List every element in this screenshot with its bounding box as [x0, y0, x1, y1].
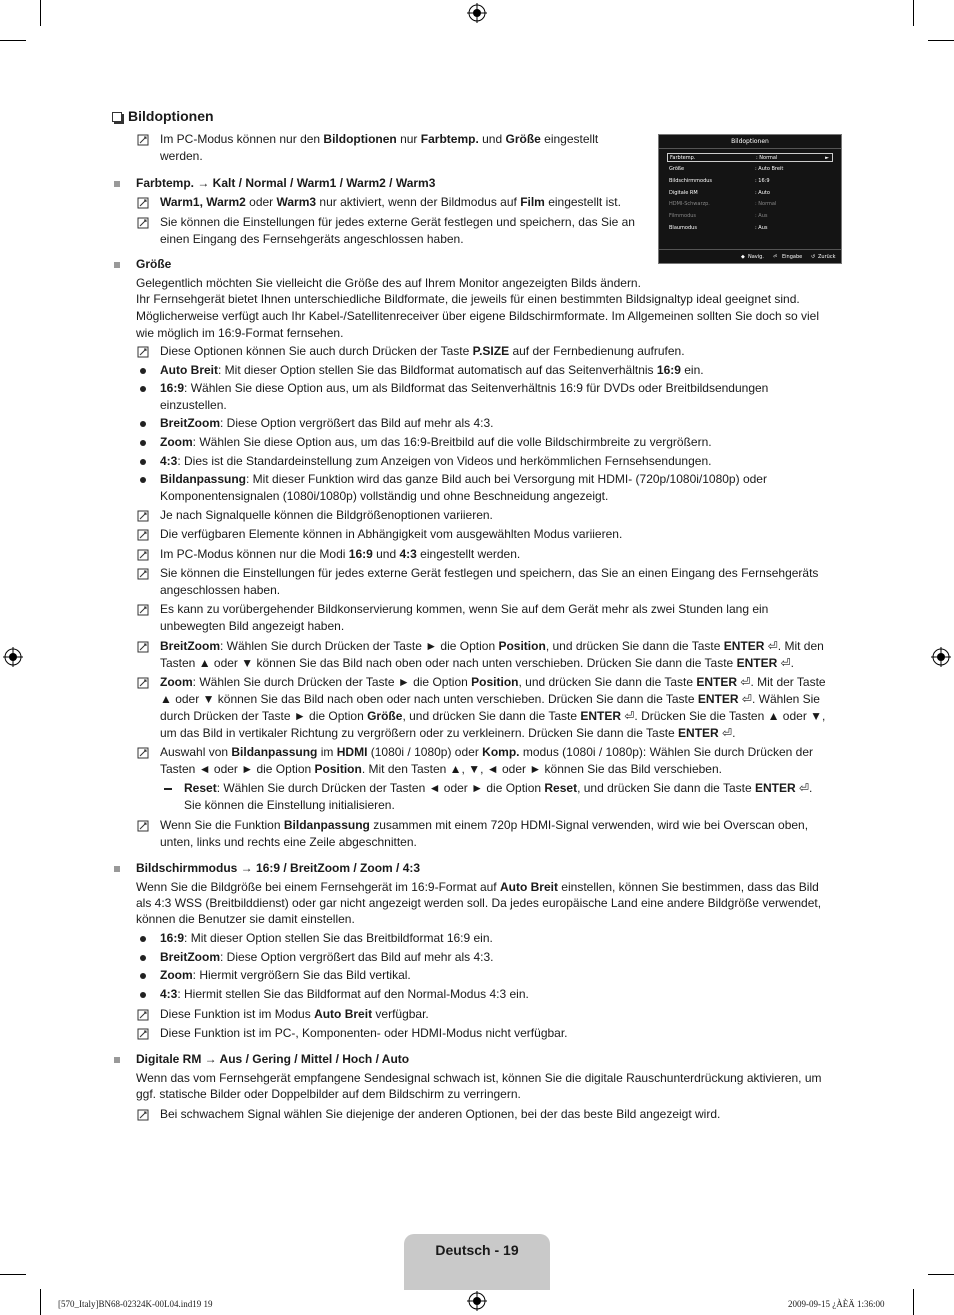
text-line	[160, 214, 635, 231]
text-span: . Mit den Tasten ▲, ▼, ◄ oder ► können Sie das Bild verschieben.	[361, 762, 722, 776]
text-span: Bei schwachem Signal wählen Sie diejenige der anderen Optionen, bei der das beste Bild angezeigt wird.	[160, 1107, 721, 1121]
text-span: ⏎. Mit den	[764, 639, 824, 653]
crop-mark	[928, 1274, 954, 1275]
osd-row-key: Farbtemp.	[670, 155, 696, 161]
osd-row-value: : Auto Breit	[755, 166, 784, 172]
bold-text: Farbtemp. → Kalt / Normal / Warm1 / Warm2 / Warm3	[136, 176, 436, 190]
text-line	[160, 1025, 568, 1042]
dash-bullet-icon	[164, 788, 172, 790]
text-span: und	[372, 547, 400, 561]
text-span: ⏎. Wählen Sie	[738, 692, 820, 706]
text-line	[160, 817, 808, 834]
enter-icon: ⏎	[773, 254, 778, 260]
text-line	[136, 895, 821, 912]
crop-mark	[40, 0, 41, 26]
text-span: nur aktiviert, wenn der Bildmodus auf	[316, 195, 521, 209]
text-line	[160, 618, 344, 635]
bold-text: 16:9	[656, 363, 681, 377]
text-span: oder	[245, 195, 277, 209]
text-span: Im PC-Modus können nur die Modi	[160, 547, 349, 561]
text-line	[160, 674, 826, 691]
bullet-icon	[140, 973, 146, 979]
bold-text: Bildanpassung	[160, 472, 247, 486]
bold-text: 16:9	[160, 381, 185, 395]
text-span: : Dies ist die Standardeinstellung zum Anzeigen von Videos und herkömmlichen Fernsehsendungen.	[177, 454, 712, 468]
osd-nav-label: Navig.	[748, 254, 764, 260]
text-span: Auswahl von	[160, 745, 232, 759]
text-span: : Wählen Sie diese Option aus, um als Bildformat das Seitenverhältnis 16:9 für DVDs oder Breitbildsendungen	[184, 381, 769, 395]
text-span: unten, links und rechts eine Zeile abgeschnitten.	[160, 835, 417, 849]
bold-text: Warm3	[276, 195, 317, 209]
bold-text: Bildschirmmodus → 16:9 / BreitZoom / Zoom / 4:3	[136, 861, 421, 875]
osd-row-key: Filmmodus	[669, 213, 697, 219]
text-line	[160, 967, 411, 984]
section-title-text: Bildoptionen	[128, 108, 214, 124]
text-span: Im PC-Modus können nur den	[160, 132, 324, 146]
bullet-icon	[140, 368, 146, 374]
page-label-tab	[404, 1234, 550, 1290]
bold-text: Zoom	[160, 435, 193, 449]
text-line	[160, 488, 608, 505]
bullet-icon	[140, 955, 146, 961]
bold-text: Position	[314, 762, 362, 776]
bold-text: Bildoptionen	[323, 132, 397, 146]
bold-text: HDMI	[336, 745, 368, 759]
text-line	[160, 582, 280, 599]
text-span: : Wählen Sie durch Drücken der Taste ► die Option	[220, 639, 499, 653]
note-icon	[137, 677, 149, 689]
arrow-right-icon: ►	[825, 155, 829, 161]
text-line	[160, 526, 622, 543]
text-span: durch Drücken der Taste ► die Option	[160, 709, 368, 723]
osd-row-value: : Normal	[756, 155, 778, 161]
osd-enter-label: Eingabe	[782, 254, 803, 260]
note-icon	[137, 197, 149, 209]
registration-mark-icon	[3, 647, 23, 667]
bold-text: Auto Breit	[499, 880, 558, 894]
note-icon	[137, 641, 149, 653]
text-line	[136, 879, 819, 896]
text-line	[160, 231, 464, 248]
text-span: einstellen, können Sie bestimmen, dass das Bild	[557, 880, 819, 894]
bold-text: Digitale RM → Aus / Gering / Mittel / Hoch / Auto	[136, 1052, 410, 1066]
text-span: ggf. statische Bilder oder Doppelbilder auf dem Bildschirm zu verringern.	[136, 1087, 521, 1101]
bold-text: ENTER	[696, 675, 738, 689]
bold-text: Position	[498, 639, 546, 653]
text-line	[160, 601, 768, 618]
text-line	[136, 860, 420, 877]
bold-text: ENTER	[723, 639, 765, 653]
text-span: (1080i / 1080p) oder	[367, 745, 483, 759]
text-span: als 4:3 WSS (Breitbilddienst) oder gar nicht angezeigt werden soll. Da jedes europäische Land eine andere Bildgröße verwendet,	[136, 896, 822, 910]
text-span: Es kann zu vorübergehender Bildkonservierung kommen, wenn Sie auf dem Gerät mehr als zwei Stunden lang ein	[160, 602, 769, 616]
text-span: zusammen mit einem 720p HDMI-Signal verwenden, wird wie bei Overscan oben,	[369, 818, 809, 832]
text-span: ⏎. Drücken Sie die Tasten ▲ oder ▼,	[621, 709, 826, 723]
bold-text: Position	[471, 675, 519, 689]
text-line	[160, 744, 813, 761]
bullet-icon	[140, 459, 146, 465]
bold-text: Größe	[136, 257, 172, 271]
text-span: und	[478, 132, 506, 146]
text-span: Die verfügbaren Elemente können in Abhängigkeit vom ausgewählten Modus variieren.	[160, 527, 623, 541]
text-line	[160, 471, 767, 488]
bullet-icon	[140, 477, 146, 483]
osd-title: Bildoptionen	[659, 135, 841, 149]
text-line	[160, 453, 711, 470]
osd-back-label: Zurück	[818, 254, 836, 260]
text-line	[136, 175, 435, 192]
text-span: ⏎.	[718, 726, 736, 740]
text-line	[160, 761, 722, 778]
text-line	[160, 507, 493, 524]
text-line	[160, 397, 227, 414]
text-span: können die Benutzer sie damit einstellen.	[136, 912, 355, 926]
text-line	[160, 380, 768, 397]
page-label: Deutsch - 19	[435, 1242, 519, 1258]
osd-row-value: : 16:9	[755, 178, 770, 184]
text-line	[160, 148, 203, 165]
text-span: Diese Funktion ist im Modus	[160, 1007, 315, 1021]
bold-text: BreitZoom	[160, 639, 220, 653]
bold-text: ENTER	[754, 781, 796, 795]
bullet-icon	[140, 936, 146, 942]
text-line	[160, 655, 794, 672]
osd-row-bildschirmmodus	[667, 177, 833, 186]
text-span: : Mit dieser Option stellen Sie das Bildformat automatisch auf das Seitenverhältnis	[218, 363, 657, 377]
text-span: Sie können die Einstellungen für jedes externe Gerät festlegen und speichern, das Sie an	[160, 215, 635, 229]
text-span: Möglicherweise verfügt auch Ihr Kabel-/Satellitenreceiver über eigene Bildschirmformate. Im Allgemeinen sollten Sie doch so viel	[136, 309, 820, 323]
osd-row-groesse	[667, 165, 833, 174]
text-span: : Wählen Sie durch Drücken der Taste ► die Option	[192, 675, 472, 689]
text-line	[160, 834, 417, 851]
text-span: Ihr Fernsehgerät bietet Ihnen unterschiedliche Bildformate, die jeweils für einen bestimmten Bildsignaltyp ideal geeignet sind.	[136, 292, 800, 306]
note-icon	[137, 529, 149, 541]
text-span: Sie können die Einstellung initialisieren.	[184, 798, 395, 812]
bullet-icon	[140, 440, 146, 446]
text-span: Sie können die Einstellungen für jedes externe Gerät festlegen und speichern, das Sie an einen Eingang des Fernsehgeräts	[160, 566, 819, 580]
navigate-icon: ◆	[741, 254, 745, 260]
bullet-icon	[140, 421, 146, 427]
bold-text: BreitZoom	[160, 416, 220, 430]
text-line	[160, 362, 704, 379]
text-span: einen Eingang des Fernsehgeräts angeschlossen haben.	[160, 232, 464, 246]
bold-text: 16:9	[160, 931, 185, 945]
text-span: eingestellt ist.	[544, 195, 621, 209]
bold-text: ENTER	[678, 726, 719, 740]
bold-text: Warm1, Warm2	[160, 195, 246, 209]
osd-row-farbtemp	[667, 153, 833, 162]
osd-row-key: Blaumodus	[669, 225, 697, 231]
text-span: Tasten ▲ oder ▼ können Sie das Bild nach oben oder nach unten verschieben. Drücken Sie dann die Taste	[160, 656, 737, 670]
text-line	[160, 565, 818, 582]
text-line	[136, 291, 800, 308]
square-bullet-icon	[114, 866, 120, 872]
bold-text: P.SIZE	[472, 344, 510, 358]
bullet-icon	[140, 992, 146, 998]
osd-menu-screenshot	[658, 134, 842, 264]
text-span: : Diese Option vergrößert das Bild auf mehr als 4:3.	[220, 416, 494, 430]
note-icon	[137, 217, 149, 229]
crop-mark	[0, 40, 26, 41]
text-span: Tasten ◄ oder ► die Option	[160, 762, 315, 776]
text-span: um das Bild in vertikaler Richtung zu vergrößern oder zu verkleinern. Drücken Sie dann die Taste	[160, 726, 679, 740]
crop-mark	[928, 40, 954, 41]
note-icon	[137, 134, 149, 146]
text-line	[184, 797, 395, 814]
note-icon	[137, 568, 149, 580]
registration-mark-icon	[931, 647, 951, 667]
bullet-icon	[140, 386, 146, 392]
note-icon	[137, 549, 149, 561]
bold-text: BreitZoom	[160, 950, 220, 964]
text-span: ⏎. Mit der Taste	[737, 675, 826, 689]
osd-row-key: Bildschirmmodus	[669, 178, 713, 184]
text-span: : Wählen Sie diese Option aus, um das 16:9-Breitbild auf die volle Bildschirmbreite zu vergrößern.	[192, 435, 712, 449]
text-line	[136, 325, 343, 342]
text-line	[184, 780, 812, 797]
bold-text: 4:3	[399, 547, 417, 561]
text-span: Diese Funktion ist im PC-, Komponenten- oder HDMI-Modus nicht verfügbar.	[160, 1026, 568, 1040]
osd-row-value: : Auto	[755, 190, 770, 196]
osd-row-value: : Normal	[755, 201, 777, 207]
text-span: : Wählen Sie durch Drücken der Tasten ◄ oder ► die Option	[216, 781, 545, 795]
imprint-right: 2009-09-15 ¿ÀÈÄ 1:36:00	[788, 1299, 885, 1309]
bold-text: ENTER	[736, 656, 778, 670]
crop-mark	[913, 1289, 914, 1315]
bold-text: Komp.	[482, 745, 520, 759]
text-line	[136, 275, 641, 292]
crop-mark	[913, 0, 914, 26]
bold-text: ENTER	[697, 692, 739, 706]
crop-mark	[0, 1274, 26, 1275]
bold-text: Zoom	[160, 968, 193, 982]
text-span: Wenn Sie die Funktion	[160, 818, 284, 832]
osd-row-digitale-rm	[667, 189, 833, 198]
text-span: einzustellen.	[160, 398, 227, 412]
osd-row-blaumodus	[667, 224, 833, 233]
checkbox-icon	[112, 112, 122, 122]
text-span: ⏎.	[795, 781, 813, 795]
bold-text: Reset	[544, 781, 578, 795]
osd-footer	[659, 249, 841, 263]
osd-row-value: : Aus	[755, 225, 768, 231]
text-span: angeschlossen haben.	[160, 583, 281, 597]
bold-text: ENTER	[580, 709, 622, 723]
text-span: Gelegentlich möchten Sie vielleicht die Größe des auf Ihrem Monitor angezeigten Bilds ändern.	[136, 276, 641, 290]
note-icon	[137, 510, 149, 522]
square-bullet-icon	[114, 181, 120, 187]
text-span: , und drücken Sie dann die Taste	[545, 639, 724, 653]
text-span: unbewegten Bild angezeigt haben.	[160, 619, 345, 633]
bold-text: 4:3	[160, 987, 178, 1001]
bold-text: Bildanpassung	[283, 818, 370, 832]
crop-mark	[40, 1289, 41, 1315]
text-span: Je nach Signalquelle können die Bildgrößenoptionen variieren.	[160, 508, 493, 522]
text-line	[136, 308, 819, 325]
osd-row-value: : Aus	[755, 213, 768, 219]
bold-text: Auto Breit	[314, 1007, 373, 1021]
note-icon	[137, 604, 149, 616]
text-span: modus (1080i / 1080p): Wählen Sie durch Drücken der	[519, 745, 813, 759]
bold-text: 16:9	[348, 547, 373, 561]
text-span: Diese Optionen können Sie auch durch Drücken der Taste	[160, 344, 473, 358]
text-span: eingestellt	[540, 132, 599, 146]
text-span: : Hiermit vergrößern Sie das Bild vertikal.	[192, 968, 411, 982]
text-line	[160, 708, 825, 725]
note-icon	[137, 820, 149, 832]
osd-row-filmmodus	[667, 212, 833, 221]
return-icon: ↺	[811, 254, 816, 260]
text-span: ⏎.	[777, 656, 794, 670]
text-span: : Hiermit stellen Sie das Bildformat auf den Normal-Modus 4:3 ein.	[177, 987, 529, 1001]
text-line	[160, 415, 493, 432]
text-line	[160, 131, 598, 148]
note-icon	[137, 747, 149, 759]
bold-text: Auto Breit	[160, 363, 218, 377]
text-line	[160, 1006, 429, 1023]
text-span: , und drücken Sie dann die Taste	[402, 709, 581, 723]
bold-text: Farbtemp.	[420, 132, 479, 146]
osd-row-key: HDMI-Schwarzp.	[669, 201, 710, 207]
text-span: verfügbar.	[372, 1007, 429, 1021]
text-line	[136, 1086, 521, 1103]
text-span: im	[317, 745, 337, 759]
text-span: , und drücken Sie dann die Taste	[577, 781, 755, 795]
text-line	[160, 434, 712, 451]
text-span: ▲ oder ▼ können Sie das Bild nach oben oder nach unten verschieben. Drücken Sie dann die Taste	[160, 692, 698, 706]
square-bullet-icon	[114, 262, 120, 268]
bold-text: Größe	[367, 709, 403, 723]
imprint-left: [570_Italy]BN68-02324K-00L04.ind19 19	[58, 1299, 213, 1309]
text-line	[160, 725, 735, 742]
text-line	[136, 911, 355, 928]
text-span: : Diese Option vergrößert das Bild auf mehr als 4:3.	[220, 950, 494, 964]
text-span: wie möglich im 16:9-Format fernsehen.	[136, 326, 344, 340]
text-line	[160, 986, 529, 1003]
registration-mark-icon	[467, 3, 487, 23]
text-line	[160, 949, 493, 966]
bold-text: Film	[520, 195, 545, 209]
text-line	[136, 1051, 409, 1068]
text-line	[160, 638, 824, 655]
registration-mark-icon	[467, 1291, 487, 1311]
text-span: : Mit dieser Option stellen Sie das Breitbildformat 16:9 ein.	[184, 931, 493, 945]
bold-text: Bildanpassung	[231, 745, 318, 759]
text-span: Wenn Sie die Bildgröße bei einem Fernsehgerät im 16:9-Format auf	[136, 880, 500, 894]
text-span: Wenn das vom Fernsehgerät empfangene Sendesignal schwach ist, können Sie die digitale Rauschunterdrückung aktivieren, um	[136, 1071, 822, 1085]
bold-text: Reset	[184, 781, 217, 795]
text-line	[160, 691, 820, 708]
text-span: eingestellt werden.	[416, 547, 521, 561]
osd-row-key: Digitale RM	[669, 190, 698, 196]
note-icon	[137, 346, 149, 358]
section-title	[112, 108, 214, 125]
text-line	[160, 194, 621, 211]
text-span: , und drücken Sie dann die Taste	[518, 675, 697, 689]
bold-text: 4:3	[160, 454, 178, 468]
text-span: auf der Fernbedienung aufrufen.	[509, 344, 685, 358]
bold-text: Größe	[505, 132, 541, 146]
osd-row-key: Größe	[669, 166, 685, 172]
text-line	[160, 546, 520, 563]
square-bullet-icon	[114, 1057, 120, 1063]
text-line	[160, 343, 685, 360]
text-span: werden.	[160, 149, 203, 163]
osd-row-hdmi-schwarzp	[667, 200, 833, 209]
text-span: : Mit dieser Funktion wird das ganze Bild auch bei Versorgung mit HDMI- (720p/1080i/1080p) oder	[246, 472, 767, 486]
text-line	[136, 256, 171, 273]
text-span: nur	[396, 132, 421, 146]
text-span: Komponentensignalen (1080i/1080p) vollständig und ohne Beschneidung angezeigt.	[160, 489, 609, 503]
note-icon	[137, 1109, 149, 1121]
text-line	[160, 1106, 720, 1123]
text-line	[160, 930, 493, 947]
note-icon	[137, 1009, 149, 1021]
text-span: ein.	[680, 363, 704, 377]
note-icon	[137, 1028, 149, 1040]
bold-text: Zoom	[160, 675, 193, 689]
text-line	[136, 1070, 822, 1087]
